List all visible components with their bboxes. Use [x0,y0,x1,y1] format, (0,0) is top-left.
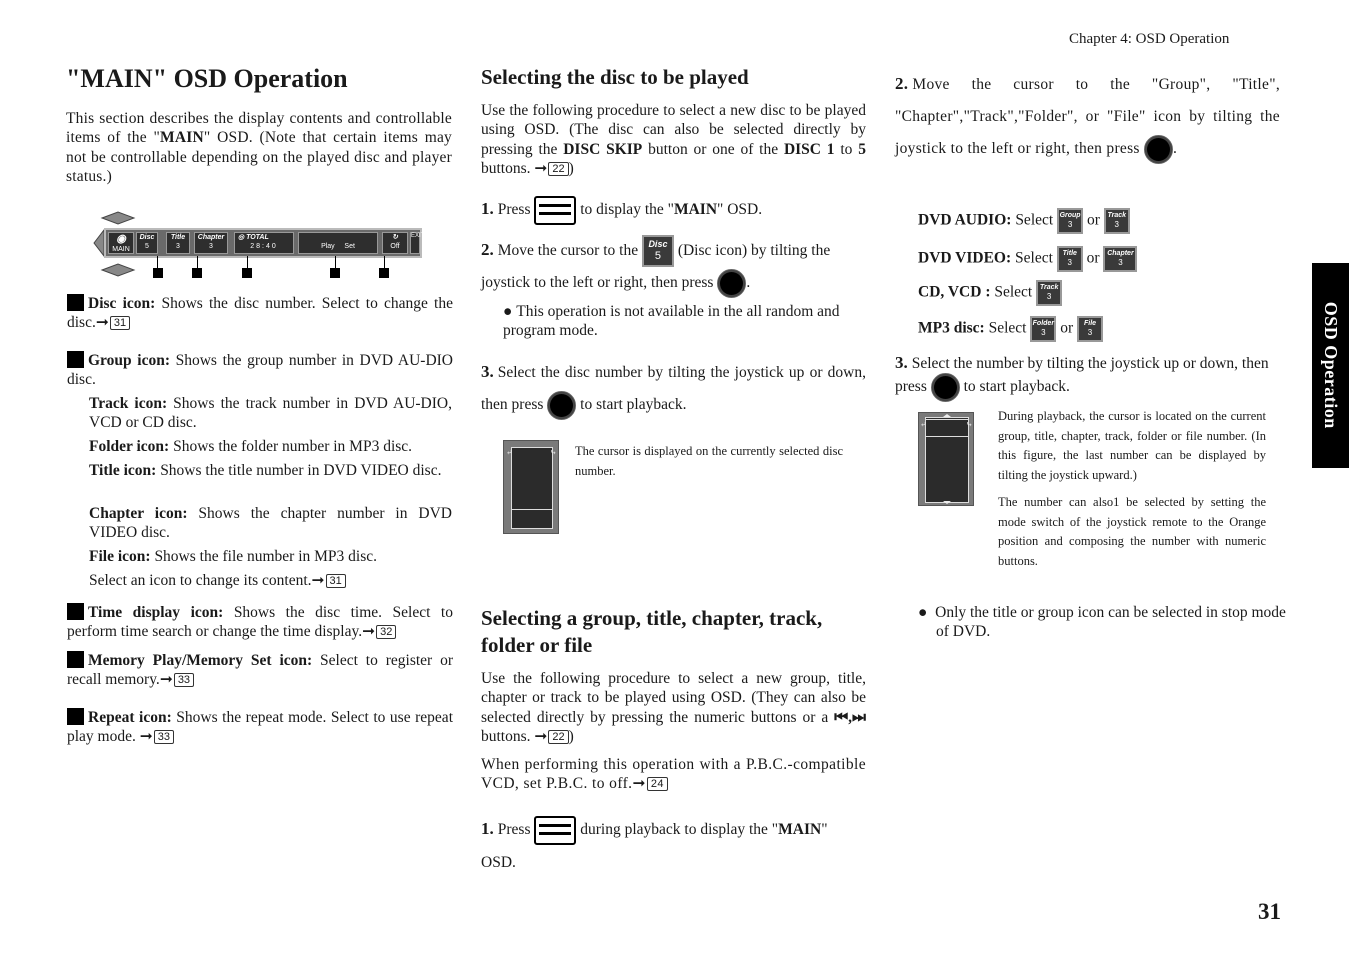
repeat-icon-desc: Repeat icon: Shows the repeat mode. Select to use repeat play mode. ➞ 33 [67,709,453,746]
joystick-button-icon [931,373,960,402]
osd-chapter-icon: Chapter 3 [194,232,228,254]
callout-line-5 [384,256,385,268]
marker-square [67,294,84,311]
track-icon-desc: Track icon: Shows the track number in DVD AU-DIO, VCD or CD disc. [89,395,452,432]
disc-step-3: 3. Select the disc number by tilting the joystick up or down, then press to start playback. [481,356,866,421]
chapter-header: Chapter 4: OSD Operation [1069,31,1230,47]
stop-mode-bullet: ● Only the title or group icon can be selected in stop mode of DVD. [918,604,1286,641]
select-disc-intro: Use the following procedure to select a new disc to be played using OSD. (The disc can also be selected directly by pressing the DISC SKIP button or one of the DISC 1 to 5 buttons. ➞ 22 ) [481,102,866,178]
cd-vcd-line: CD, VCD : Select Track 3 [918,280,1062,306]
main-seg: ◉ MAIN [108,232,134,254]
scroll-arrows [919,413,975,507]
main-button-icon [534,816,576,845]
folder-icon-desc: Folder icon: Shows the folder number in MP3 disc. [89,438,413,455]
track-icon: Track 3 [1036,280,1062,306]
callout-line-1 [157,256,158,268]
heading-select-group: Selecting a group, title, chapter, track, folder or file [481,606,823,658]
osd-exit: EXIT [410,232,420,254]
title-icon: Title 3 [1057,246,1083,272]
osd-bar [104,228,425,258]
disc-step-2-bullet: ● This operation is not available in the all random and program mode. [503,303,840,340]
callout-line-2 [197,256,198,268]
intro-paragraph: This section describes the display contents and controllable items of the "MAIN" OSD. (Note that certain items may not be controllable depending on the played disc and player status.) [66,110,452,186]
osd-title-icon: Title 3 [166,232,190,254]
marker-square [67,651,84,668]
group-step-2: 2. Move the cursor to the "Group", "Title", "Chapter","Track","Folder", or "File" icon by tilting the joystick to the left or right, then press . [895,68,1280,165]
marker-square [67,351,84,368]
callout-marker-4 [330,268,340,278]
osd-bar-diagram [90,210,425,280]
disc-step-2: 2. Move the cursor to the Disc 5 (Disc icon) by tilting the joystick to the left or right, then press . [481,234,866,299]
dvd-video-line: DVD VIDEO: Select Title 3 or Chapter 3 [918,246,1137,272]
marker-square [67,603,84,620]
joystick-button-icon [1144,135,1173,164]
svg-text:⤶: ⤶ [920,420,927,429]
heading-select-disc: Selecting the disc to be played [481,65,749,89]
callout-line-3 [247,256,248,268]
page-title: "MAIN" OSD Operation [66,64,348,93]
disc-step-1: 1. Press to display the "MAIN" OSD. [481,196,866,225]
number-cursor-figure [918,412,974,506]
group-icon-desc: Group icon: Shows the group number in DVD AU-DIO disc. [67,352,453,389]
select-icon-note: Select an icon to change its content.➞ 31 [89,571,452,590]
main-button-icon [534,196,576,225]
number-cursor-note: During playback, the cursor is located on the current group, title, chapter, track, folder or file number. (In this figure, the last number can be displayed by tilting the joystick upward.) [998,409,1266,482]
mp3-line: MP3 disc: Select Folder 3 or File 3 [918,316,1103,342]
svg-text:⤷: ⤷ [966,420,973,429]
joystick-button-icon [547,391,576,420]
marker-square [67,708,84,725]
file-icon-desc: File icon: Shows the file number in MP3 disc. [89,548,378,565]
disc-cursor-note: The cursor is displayed on the currently selected disc number. [575,444,843,478]
chapter-icon-desc: Chapter icon: Shows the chapter number in DVD VIDEO disc. [89,505,452,542]
joystick-button-icon [717,269,746,298]
callout-marker-2 [192,268,202,278]
file-icon: File 3 [1077,316,1103,342]
title-icon-desc: Title icon: Shows the title number in DVD VIDEO disc. [89,462,442,479]
side-tab-label: OSD Operation [1320,301,1341,430]
callout-marker-3 [242,268,252,278]
numeric-buttons-note: The number can also1 be selected by setting the mode switch of the joystick remote to the Orange position and composing the number with numeric buttons. [998,495,1266,568]
disc-icon-desc: Disc icon: Shows the disc number. Select to change the disc.➞ 31 [67,295,453,332]
svg-text:⤶: ⤶ [506,448,513,457]
callout-line-4 [335,256,336,268]
chapter-icon: Chapter 3 [1103,246,1137,272]
callout-marker-5 [379,268,389,278]
osd-time-icon: ◎ TOTAL 28:40 [234,232,294,254]
scroll-arrows [504,441,560,535]
pbc-note: When performing this operation with a P.B.C.-compatible VCD, set P.B.C. to off.➞ 24 [481,756,866,793]
osd-disc-icon: Disc 5 [136,232,158,254]
memory-icon-desc: Memory Play/Memory Set icon: Select to register or recall memory.➞ 33 [67,652,453,689]
track-icon: Track 3 [1104,208,1130,234]
svg-text:⤷: ⤷ [550,448,557,457]
group-step-1: 1. Press during playback to display the "MAIN" OSD. [481,812,866,879]
disc-icon: Disc 5 [642,235,674,267]
side-tab [1312,263,1349,468]
folder-icon: Folder 3 [1030,316,1056,342]
osd-memory-icon: Play Set [298,232,378,254]
disc-cursor-figure [503,440,559,534]
select-group-intro: Use the following procedure to select a new group, title, chapter or track to be played using OSD. (They can also be selected directly by pressing the numeric buttons or a ⏮,⏭ buttons. ➞ 22 ) [481,670,866,746]
group-step-3: 3. Select the number by tilting the joystick up or down, then press to start playback. [895,352,1280,402]
time-icon-desc: Time display icon: Shows the disc time. Select to perform time search or change the time display.➞ 32 [67,604,453,641]
group-icon: Group 3 [1057,208,1083,234]
callout-marker-1 [153,268,163,278]
page-number: 31 [1258,899,1281,924]
dvd-audio-line: DVD AUDIO: Select Group 3 or Track 3 [918,208,1130,234]
osd-repeat-icon: ↻ Off [382,232,408,254]
